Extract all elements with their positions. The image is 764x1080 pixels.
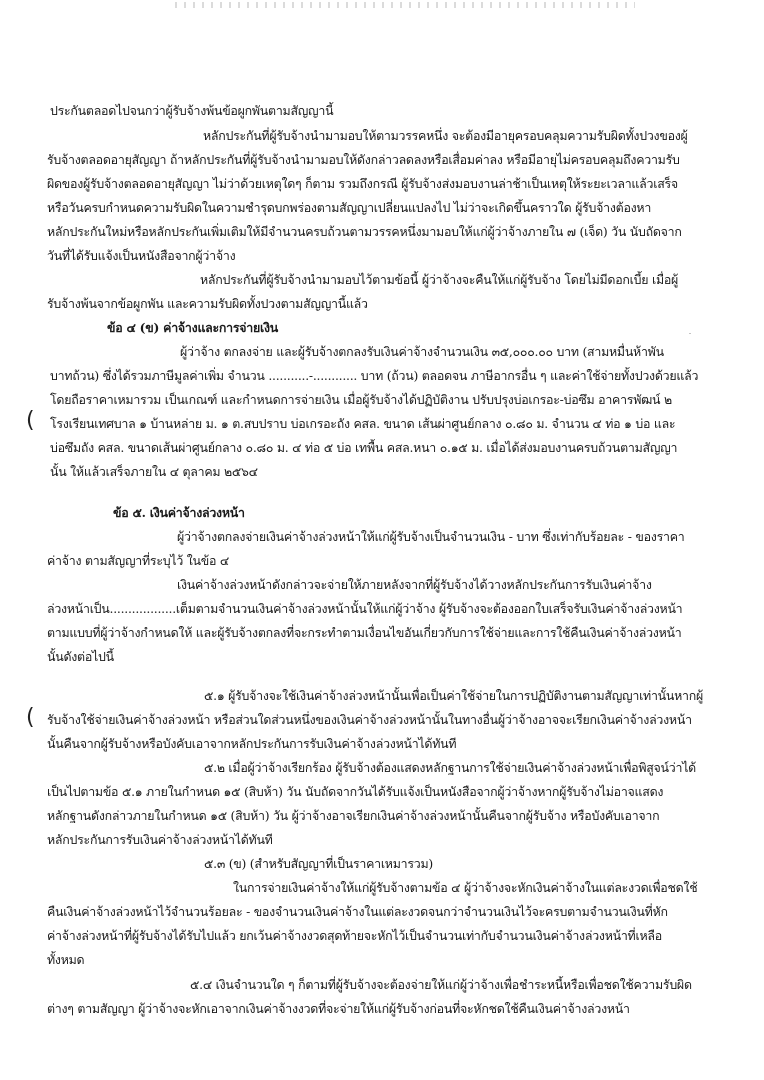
scan-noise [175,2,635,8]
text-line: บ่อซึมถัง คสล. ขนาดเส้นผ่าศูนย์กลาง ๐.๘๐ ม. ๔ ท่อ ๕ บ่อ เทพื้น คสล.หนา ๐.๑๕ ม. เมื่อได้ส่งมอบงานครบถ้วนตามสัญญา [50,440,678,455]
text-line: ๕.๒ เมื่อผู้ว่าจ้างเรียกร้อง ผู้รับจ้างต้องแสดงหลักฐานการใช้จ่ายเงินค่าจ้างล่วงหน้าเพื่อพิสูจน์ว่าได้ [204,760,696,775]
text-line: รับจ้างใช้จ่ายเงินค่าจ้างล่วงหน้า หรือส่วนใดส่วนหนึ่งของเงินค่าจ้างล่วงหน้านั้นในทางอื่นผู้ว่าจ้างอาจจะเรียกเงินค่าจ้างล่วงหน้า [47,712,692,727]
text-line: นั้นดังต่อไปนี้ [47,649,114,664]
text-line: นั้น ให้แล้วเสร็จภายใน ๔ ตุลาคม ๒๕๖๔ [50,464,258,479]
text-line: หลักประกันใหม่หรือหลักประกันเพิ่มเติมให้มีจำนวนครบถ้วนตามวรรคหนึ่งมามอบให้แก่ผู้ว่าจ้างภายใน ๗ (เจ็ด) วัน นับถัดจาก [47,224,682,239]
text-line: หลักประกันที่ผู้รับจ้างนำมามอบไว้ตามข้อนี้ ผู้ว่าจ้างจะคืนให้แก่ผู้รับจ้าง โดยไม่มีดอกเบี้ย เมื่อผู้ [200,272,679,287]
text-line: หลักฐานดังกล่าวภายในกำหนด ๑๕ (สิบห้า) วัน ผู้ว่าจ้างอาจเรียกเงินค่าจ้างล่วงหน้านั้นคืนจากผู้รับจ้าง หรือบังคับเอาจาก [47,808,660,823]
text-line: บาทถ้วน) ซึ่งได้รวมภาษีมูลค่าเพิ่ม จำนวน ...........-............ บาท (ถ้วน) ตลอดจน ภาษีอากรอื่น ๆ และค่าใช้จ่ายทั้งปวงด้วยแล้ว [50,368,699,383]
text-line: ในการจ่ายเงินค่าจ้างให้แก่ผู้รับจ้างตามข้อ ๔ ผู้ว่าจ้างจะหักเงินค่าจ้างในแต่ละงวดเพื่อชดใช้ [233,880,698,895]
text-line: เป็นไปตามข้อ ๕.๑ ภายในกำหนด ๑๕ (สิบห้า) วัน นับถัดจากวันได้รับแจ้งเป็นหนังสือจากผู้ว่าจ้างหากผู้รับจ้างไม่อาจแสดง [47,784,664,799]
text-line: นั้นคืนจากผู้รับจ้างหรือบังคับเอาจากหลักประกันการรับเงินค่าจ้างล่วงหน้าได้ทันที [47,736,457,751]
text-line: ค่าจ้าง ตามสัญญาที่ระบุไว้ ในข้อ ๔ [47,553,229,568]
section-heading: ข้อ ๔ (ข) ค่าจ้างและการจ่ายเงิน [107,320,279,335]
text-line: ผู้ว่าจ้าง ตกลงจ่าย และผู้รับจ้างตกลงรับเงินค่าจ้างจำนวนเงิน ๓๕,๐๐๐.๐๐ บาท (สามหมื่นห้าพัน [180,344,664,359]
text-line: ผู้ว่าจ้างตกลงจ่ายเงินค่าจ้างล่วงหน้าให้แก่ผู้รับจ้างเป็นจำนวนเงิน - บาท ซึ่งเท่ากับร้อยละ - ของราคา [177,529,685,544]
text-line: หรือวันครบกำหนดความรับผิดในความชำรุดบกพร่องตามสัญญาเปลี่ยนแปลงไป ไม่ว่าจะเกิดขึ้นคราวใด ผู้รับจ้างต้องหา [47,200,652,215]
text-line: ล่วงหน้าเป็น..................เต็มตามจำนวนเงินค่าจ้างล่วงหน้านั้นให้แก่ผู้ว่าจ้าง ผู้รับจ้างจะต้องออกใบเสร็จรับเงินค่าจ้างล่วงหน้า [47,601,683,616]
text-line: หลักประกันการรับเงินค่าจ้างล่วงหน้าได้ทันที [47,832,273,847]
text-line: คืนเงินค่าจ้างล่วงหน้าไว้จำนวนร้อยละ - ของจำนวนเงินค่าจ้างในแต่ละงวดจนกว่าจำนวนเงินไว้จะครบตามจำนวนเงินที่หัก [47,904,668,919]
text-line: หลักประกันที่ผู้รับจ้างนำมามอบให้ตามวรรคหนึ่ง จะต้องมีอายุครอบคลุมความรับผิดทั้งปวงของผู้ [203,128,688,143]
text-line: ค่าจ้างล่วงหน้าที่ผู้รับจ้างได้รับไปแล้ว ยกเว้นค่าจ้างงวดสุดท้ายจะหักไว้เป็นจำนวนเท่ากับจำนวนเงินค่าจ้างล่วงหน้าที่เหลือ [47,928,662,943]
text-line: รับจ้างตลอดอายุสัญญา ถ้าหลักประกันที่ผู้รับจ้างนำมามอบให้ดังกล่าวลดลงหรือเสื่อมค่าลง หรือมีอายุไม่ครอบคลุมถึงความรับ [47,152,680,167]
section-heading: ข้อ ๕. เงินค่าจ้างล่วงหน้า [113,505,245,520]
text-line: ตามแบบที่ผู้ว่าจ้างกำหนดให้ และผู้รับจ้างตกลงที่จะกระทำตามเงื่อนไขอันเกี่ยวกับการใช้จ่ายและการใช้คืนเงินค่าจ้างล่วงหน้า [47,625,682,640]
text-line: ๕.๓ (ข) (สำหรับสัญญาที่เป็นราคาเหมารวม) [204,856,433,871]
text-line: โรงเรียนเทศบาล ๑ บ้านหล่าย ม. ๑ ต.สบปราบ บ่อเกรอะถัง คสล. ขนาด เส้นผ่าศูนย์กลาง ๐.๘๐ ม. จำนวน ๔ ท่อ ๑ บ่อ และ [50,416,676,431]
text-line: ประกันตลอดไปจนกว่าผู้รับจ้างพ้นข้อผูกพันตามสัญญานี้ [50,103,334,118]
text-line: ผิดของผู้รับจ้างตลอดอายุสัญญา ไม่ว่าด้วยเหตุใดๆ ก็ตาม รวมถึงกรณี ผู้รับจ้างส่งมอบงานล่าช้าเป็นเหตุให้ระยะเวลาแล้วเสร็จ [47,176,678,191]
text-line: โดยถือราคาเหมารวม เป็นเกณฑ์ และกำหนดการจ่ายเงิน เมื่อผู้รับจ้างได้ปฏิบัติงาน ปรับปรุงบ่อเกรอะ-บ่อซึม อาคารพัฒน์ ๒ [50,392,672,407]
text-line: ต่างๆ ตามสัญญา ผู้ว่าจ้างจะหักเอาจากเงินค่าจ้างงวดที่จะจ่ายให้แก่ผู้รับจ้างก่อนที่จะหักชดใช้คืนเงินค่าจ้างล่วงหน้า [47,1001,630,1016]
text-line: ๕.๑ ผู้รับจ้างจะใช้เงินค่าจ้างล่วงหน้านั้นเพื่อเป็นค่าใช้จ่ายในการปฏิบัติงานตามสัญญาเท่านั้นหากผู้ [204,688,704,703]
text-line: วันที่ได้รับแจ้งเป็นหนังสือจากผู้ว่าจ้าง [47,248,236,263]
text-line: รับจ้างพ้นจากข้อผูกพัน และความรับผิดทั้งปวงตามสัญญานี้แล้ว [47,296,368,311]
text-line: ๕.๔ เงินจำนวนใด ๆ ก็ตามที่ผู้รับจ้างจะต้องจ่ายให้แก่ผู้ว่าจ้างเพื่อชำระหนี้หรือเพื่อชดใช้ความรับผิด [190,977,692,992]
punch-hole-mark: ( [26,705,35,730]
text-line: ทั้งหมด [47,952,85,967]
punch-hole-mark: ( [26,408,35,433]
text-line: เงินค่าจ้างล่วงหน้าดังกล่าวจะจ่ายให้ภายหลังจากที่ผู้รับจ้างได้วางหลักประกันการรับเงินค่าจ้าง [177,577,652,592]
